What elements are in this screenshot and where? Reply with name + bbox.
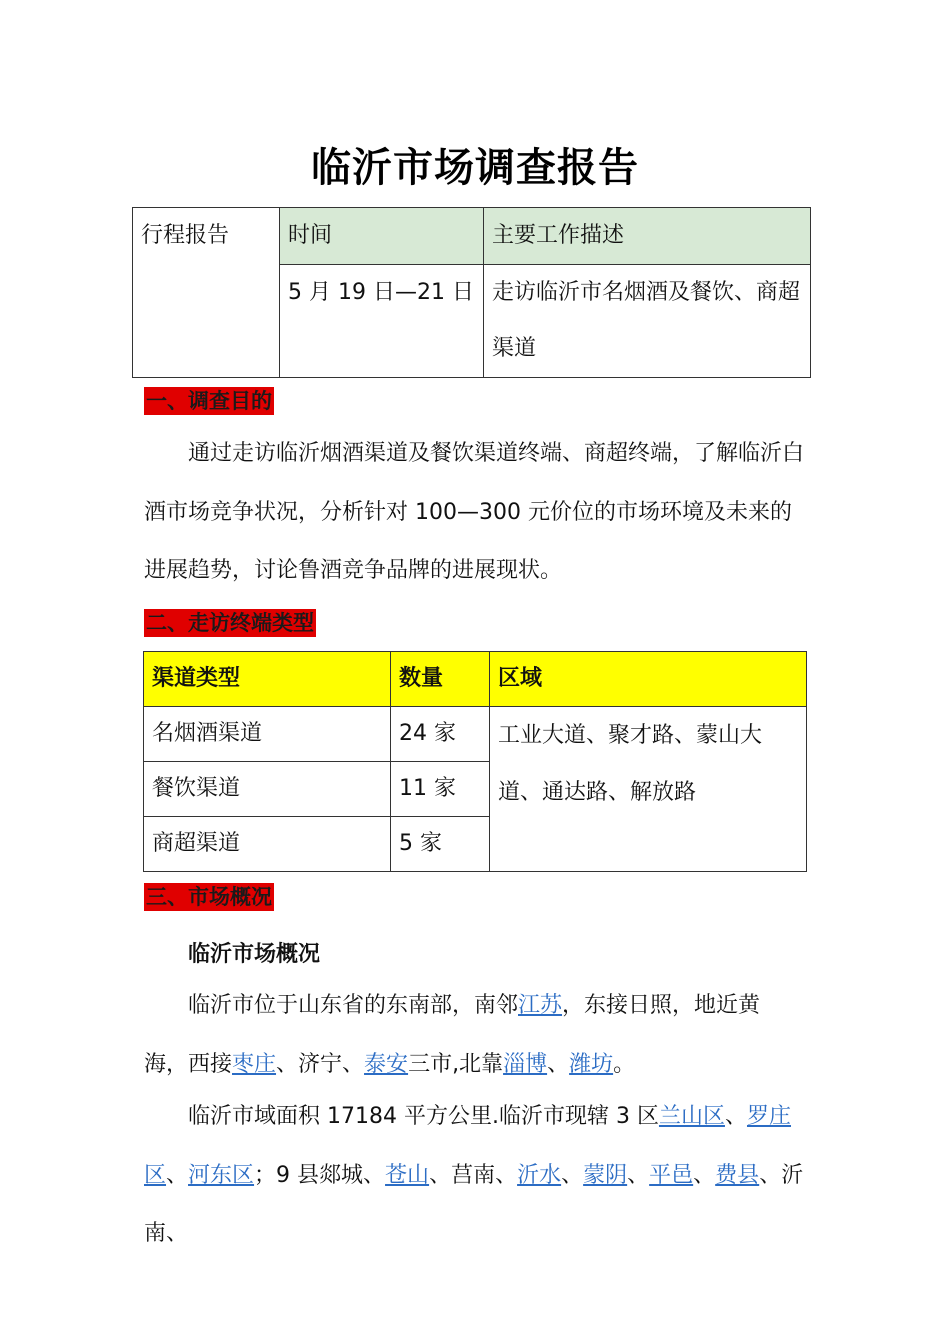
text-run: 、沂南、 <box>144 1162 804 1246</box>
channel-header-area: 区域 <box>490 652 807 707</box>
link-hedong[interactable]: 河东区 <box>188 1162 255 1188</box>
channel-count: 24 家 <box>391 707 490 762</box>
text-run: 。 <box>613 1051 636 1077</box>
link-mengyin[interactable]: 蒙阴 <box>583 1162 628 1188</box>
channel-table <box>143 651 807 872</box>
purpose-paragraph <box>144 425 804 601</box>
text-run: 、 <box>724 1104 747 1129</box>
channel-count: 5 家 <box>391 817 490 872</box>
itinerary-header-time: 时间 <box>280 208 484 265</box>
link-jiangsu[interactable]: 江苏 <box>518 993 563 1018</box>
channel-type: 名烟酒渠道 <box>144 707 391 762</box>
text-run: ；9 县郯城、 <box>254 1162 386 1188</box>
link-taian[interactable]: 泰安 <box>364 1051 409 1077</box>
link-feixian[interactable]: 费县 <box>715 1162 760 1188</box>
section-heading-market: 三、市场概况 <box>146 885 272 909</box>
text-run: 、 <box>627 1162 650 1188</box>
location-paragraph <box>144 977 804 1094</box>
text-run: 临沂市位于山东省的东南部，南邻 <box>188 993 519 1018</box>
itinerary-desc: 走访临沂市名烟酒及餐饮、商超渠道 <box>484 265 811 378</box>
channel-type: 商超渠道 <box>144 817 391 872</box>
link-pingyi[interactable]: 平邑 <box>649 1162 694 1188</box>
link-cangshan[interactable]: 苍山 <box>385 1162 430 1188</box>
section-heading-terminals: 二、走访终端类型 <box>146 611 314 635</box>
text-run: 临沂市域面积 17184 平方公里.临沂市现辖 3 区 <box>188 1104 659 1129</box>
text-run: 、 <box>561 1162 584 1188</box>
table-row <box>144 707 807 762</box>
page-title: 临沂市场调查报告 <box>311 145 639 191</box>
link-weifang[interactable]: 潍坊 <box>569 1051 614 1077</box>
itinerary-header-desc: 主要工作描述 <box>484 208 811 265</box>
text-run: 、 <box>166 1162 189 1188</box>
link-zibo[interactable]: 淄博 <box>503 1051 548 1077</box>
link-yishui[interactable]: 沂水 <box>517 1162 562 1188</box>
text-run: 、 <box>693 1162 716 1188</box>
channel-type: 餐饮渠道 <box>144 762 391 817</box>
channel-area: 工业大道、聚才路、蒙山大道、通达路、解放路 <box>490 707 807 872</box>
section-heading-purpose: 一、调查目的 <box>146 389 272 413</box>
channel-count: 11 家 <box>391 762 490 817</box>
itinerary-table <box>132 207 811 378</box>
link-luozhuang[interactable]: 罗庄区 <box>144 1104 791 1188</box>
text-run: 三市,北靠 <box>408 1051 504 1077</box>
market-subheading: 临沂市场概况 <box>188 942 321 967</box>
channel-header-type: 渠道类型 <box>144 652 391 707</box>
itinerary-time: 5 月 19 日—21 日 <box>280 265 484 378</box>
purpose-text: 通过走访临沂烟酒渠道及餐饮渠道终端、商超终端，了解临沂白酒市场竞争状况，分析针对 100—300 元价位的市场环境及未来的进展趋势，讨论鲁酒竞争品牌的进展现状。 <box>144 441 805 583</box>
text-run: 、莒南、 <box>429 1162 518 1188</box>
text-run: 、济宁、 <box>276 1051 365 1077</box>
itinerary-label: 行程报告 <box>133 208 280 378</box>
area-paragraph <box>144 1088 804 1264</box>
text-run: 、 <box>547 1051 570 1077</box>
link-lanshan[interactable]: 兰山区 <box>658 1104 725 1129</box>
text-run: ，东接日照，地近黄海，西接 <box>144 993 761 1077</box>
channel-header-count: 数量 <box>391 652 490 707</box>
link-zaozhuang[interactable]: 枣庄 <box>232 1051 277 1077</box>
